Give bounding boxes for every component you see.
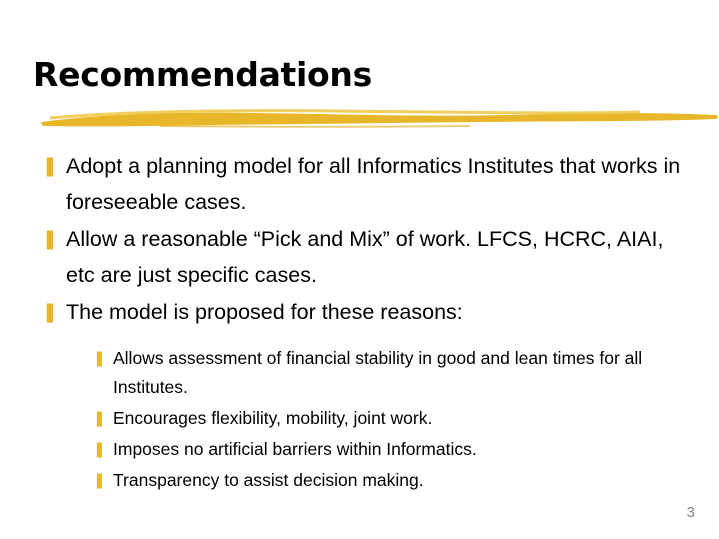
page-number: 3 [686,504,695,521]
bullet-icon: ❚ [42,301,58,323]
bullet-icon: ❚ [42,155,58,177]
sub-list-item [93,344,692,402]
sub-list-item-label: Imposes no artificial barriers within Informatics. [113,439,477,459]
sub-list [93,344,692,495]
page-title: Recommendations [33,55,372,94]
sub-bullet-icon: ❚ [93,409,106,427]
title-brushstroke-decoration [40,108,719,130]
sub-list-item [93,435,692,464]
sub-bullet-icon: ❚ [93,349,106,367]
sub-list-item [93,466,692,495]
sub-bullet-icon: ❚ [93,440,106,458]
sub-list-item-label: Allows assessment of financial stability in good and lean times for all Institutes. [113,348,643,397]
sub-list-item-label: Transparency to assist decision making. [113,470,424,490]
sub-list-item-label: Encourages flexibility, mobility, joint work. [113,408,433,428]
sub-bullet-icon: ❚ [93,471,106,489]
list-item [42,294,692,330]
list-item-label: The model is proposed for these reasons: [66,300,463,324]
sub-list-item [93,404,692,433]
list-item-label: Adopt a planning model for all Informatics Institutes that works in foreseeable cases. [66,154,681,214]
list-item [42,148,692,220]
slide-body [42,148,692,497]
bullet-icon: ❚ [42,228,58,250]
list-item-label: Allow a reasonable “Pick and Mix” of work. LFCS, HCRC, AIAI, etc are just specific cases. [66,227,664,287]
list-item [42,221,692,293]
